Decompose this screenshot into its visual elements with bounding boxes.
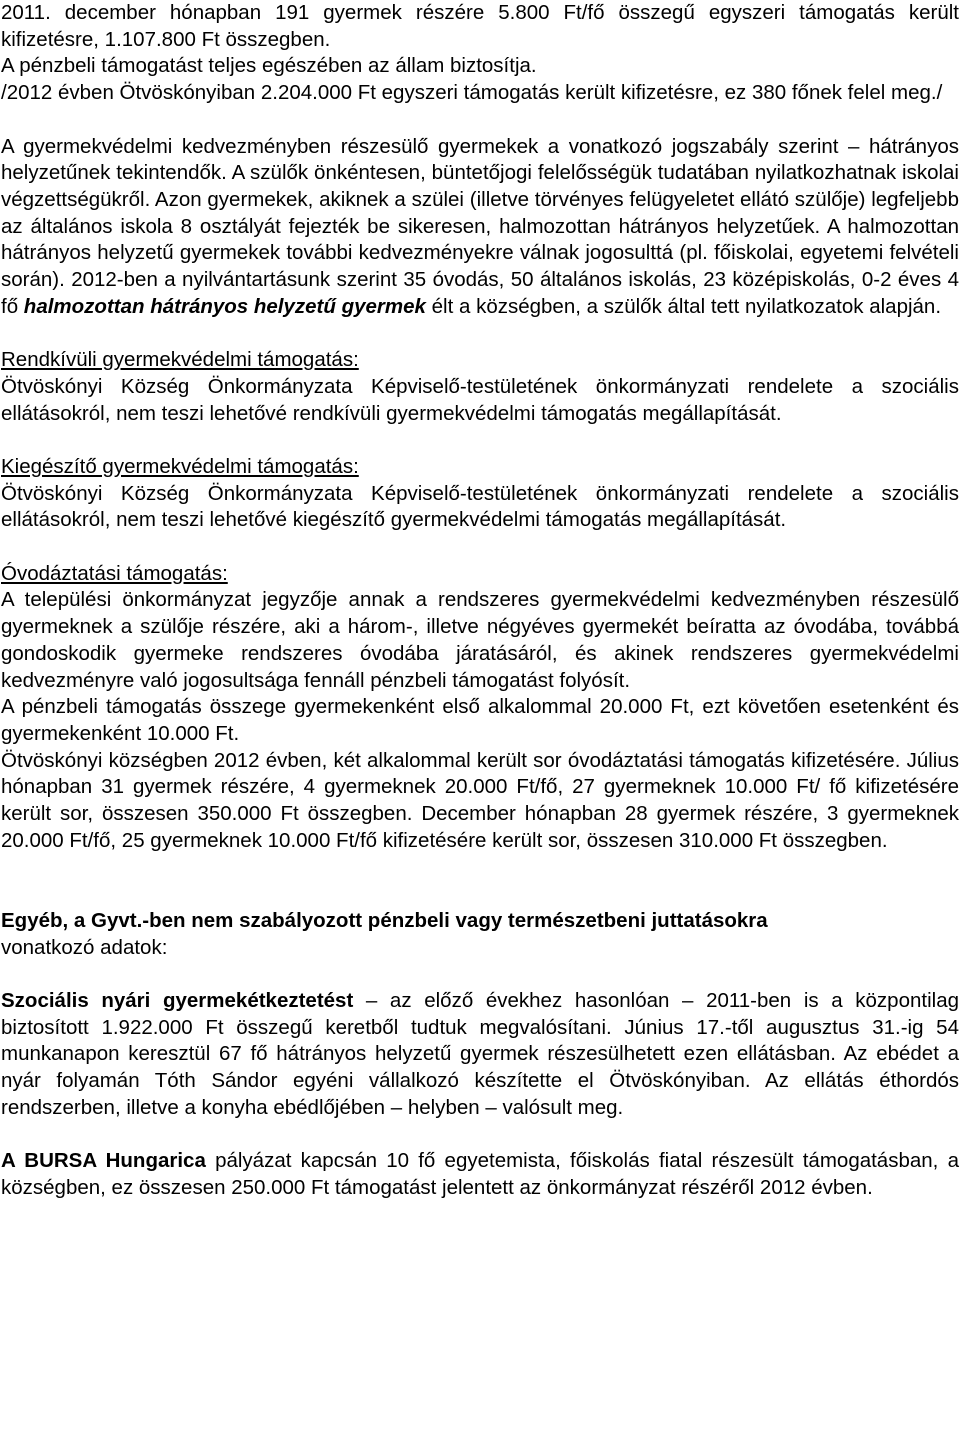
kiegeszito-text: Ötvöskónyi Község Önkormányzata Képviselő-testületének önkormányzati rendelete a szociális ellátásokról, nem teszi lehetővé kiegészítő gyermekvédelmi támogatás megállapítását.: [1, 481, 959, 532]
nyari-lead: Szociális nyári gyermekétkeztetést: [1, 988, 354, 1012]
egyeb-heading-line-2: vonatkozó adatok:: [1, 935, 168, 959]
spacer: [1, 427, 959, 454]
rendkivuli-heading-text: Rendkívüli gyermekvédelmi támogatás:: [1, 348, 359, 372]
hatranyos-text-1: A gyermekvédelmi kedvezményben részesülő gyermekek a vonatkozó jogszabály szerint – hátrányos helyzetűnek tekintendők. A szülők önkéntesen, büntetőjogi felelősségük tudatában nyilatkozhatnak iskolai végzettségükről. Azon gyermekek, akiknek a szülei (illetve törvényes felügyeletet ellátó szülője) legfeljebb az általános iskola 8 osztályát fejezték be sikeresen, halmozottan hátrányos helyzetűek. A halmozottan hátrányos helyzetű gyermekek további kedvezményekre válnak jogosulttá (pl. főiskolai, egyetemi felvételi során). 2012-ben a nyilvántartásunk szerint 35 óvodás, 50 általános iskolás, 23 középiskolás, 0-2 éves 4 fő: [1, 134, 959, 318]
ovodaztatasi-text-3: Ötvöskónyi községben 2012 évben, két alkalommal került sor óvodáztatási támogatás kifizetésére. Július hónapban 31 gyermek részére, 4 gyermeknek 20.000 Ft/fő, 27 gyermeknek 10.000 Ft/ fő kifizetésére került sor, összesen 350.000 Ft összegben. December hónapban 28 gyermek részére, 3 gyermeknek 20.000 Ft/fő, 25 gyermeknek 10.000 Ft/fő kifizetésére került sor, összesen 310.000 Ft összegben.: [1, 748, 959, 852]
bursa-paragraph: [1, 1148, 959, 1201]
spacer: [1, 534, 959, 561]
kiegeszito-heading-text: Kiegészítő gyermekvédelmi támogatás:: [1, 454, 359, 478]
spacer: [1, 107, 959, 134]
egyeb-heading-bold: Egyéb, a Gyvt.-ben nem szabályozott pénzbeli vagy természetbeni juttatásokra: [1, 908, 768, 932]
document-page: [1, 0, 959, 1202]
ovodaztatasi-text-1: A települési önkormányzat jegyzője annak a rendszeres gyermekvédelmi kedvezményben részesülő gyermeknek a szülője részére, aki a három-, illetve négyéves gyermekét beíratta az óvodába, továbbá gondoskodik gyermeke rendszeres óvodába járatásáról, és akinek rendszeres gyermekvédelmi kedvezményre való jogosultsága fennáll pénzbeli támogatást folyósít.: [1, 588, 959, 692]
ovodaztatasi-text-2: A pénzbeli támogatás összege gyermekenként első alkalommal 20.000 Ft, ezt követően esetenként és gyermekenként 10.000 Ft.: [1, 695, 959, 745]
ovodaztatasi-heading: [1, 561, 959, 588]
intro-line-1: 2011. december hónapban 191 gyermek részére 5.800 Ft/fő összegű egyszeri támogatás került kifizetésre, 1.107.800 Ft összegben.: [1, 1, 959, 51]
spacer: [1, 854, 959, 907]
intro-line-3: /2012 évben Ötvöskónyiban 2.204.000 Ft egyszeri támogatás került kifizetésre, ez 380 főnek felel meg./: [1, 81, 943, 105]
bursa-lead: A BURSA Hungarica: [1, 1149, 206, 1173]
rendkivuli-text: Ötvöskónyi Község Önkormányzata Képviselő-testületének önkormányzati rendelete a szociális ellátásokról, nem teszi lehetővé rendkívüli gyermekvédelmi támogatás megállapítását.: [1, 374, 959, 425]
spacer: [1, 1121, 959, 1148]
egyeb-heading: [1, 908, 959, 935]
kiegeszito-heading: [1, 454, 959, 481]
spacer: [1, 320, 959, 347]
spacer: [1, 961, 959, 988]
hatranyos-text-2: élt a községben, a szülők által tett nyilatkozatok alapján.: [425, 294, 942, 318]
hatranyos-emphasis: halmozottan hátrányos helyzetű gyermek: [23, 294, 426, 318]
ovodaztatasi-heading-text: Óvodáztatási támogatás:: [1, 561, 228, 585]
nyari-text: – az előző évekhez hasonlóan – 2011-ben is a központilag biztosított 1.922.000 Ft összegű keretből tudtuk megvalósítani. Június 17.-től augusztus 31.-ig 54 munkanapon keresztül 67 fő hátrányos helyzetű gyermek részesülhetett ezen ellátásban. Az ebédet a nyár folyamán Tóth Sándor egyéni vállalkozó készítette el Ötvöskónyiban. Az ellátás éthordós rendszerben, illetve a konyha ebédlőjében – helyben – valósult meg.: [1, 988, 959, 1119]
hatranyos-paragraph: [1, 134, 959, 321]
intro-line-2: A pénzbeli támogatást teljes egészében az állam biztosítja.: [1, 54, 537, 78]
bursa-text: pályázat kapcsán 10 fő egyetemista, főiskolás fiatal részesült támogatásban, a községben, ez összesen 250.000 Ft támogatást jelentett az önkormányzat részéről 2012 évben.: [1, 1149, 959, 1199]
nyari-paragraph: [1, 988, 959, 1122]
rendkivuli-heading: [1, 347, 959, 374]
